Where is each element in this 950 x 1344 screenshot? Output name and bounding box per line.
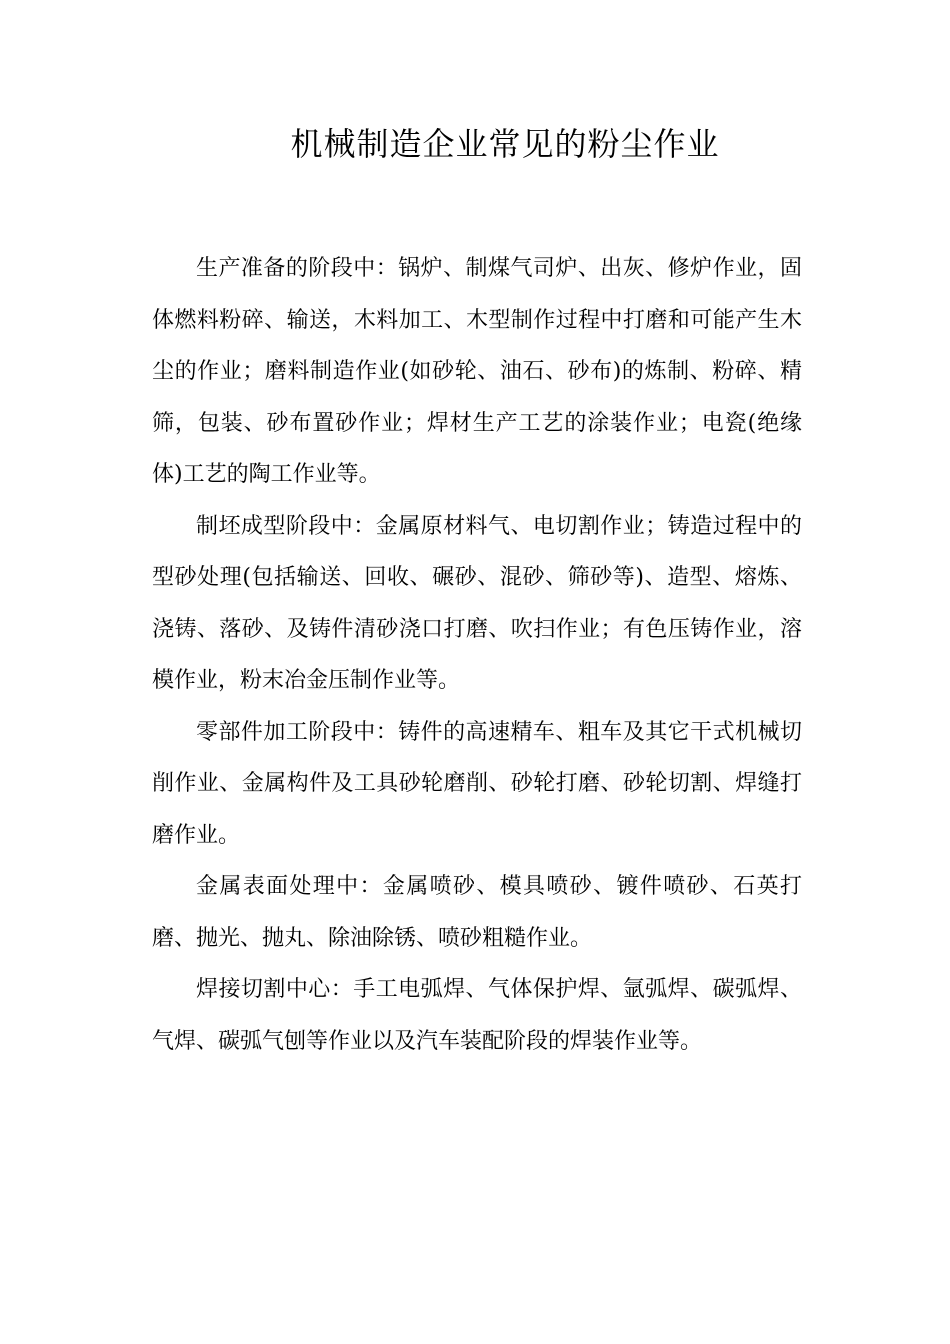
paragraph-production-preparation: 生产准备的阶段中：锅炉、制煤气司炉、出灰、修炉作业，固体燃料粉碎、输送，木料加工、木型制作过程中打磨和可能产生木尘的作业；磨料制造作业(如砂轮、油石、砂布)的炼制、粉碎、精筛，包装、砂布置砂作业；焊材生产工艺的涂装作业；电瓷(绝缘体)工艺的陶工作业等。 <box>152 256 802 487</box>
paragraph-surface-treatment: 金属表面处理中：金属喷砂、模具喷砂、镀件喷砂、石英打磨、抛光、抛丸、除油除锈、喷砂粗糙作业。 <box>152 874 802 951</box>
paragraph-welding-cutting: 焊接切割中心：手工电弧焊、气体保护焊、氩弧焊、碳弧焊、气焊、碳弧气刨等作业以及汽车装配阶段的焊装作业等。 <box>152 977 802 1054</box>
document-title: 机械制造企业常见的粉尘作业 <box>290 125 720 163</box>
paragraph-blank-forming: 制坯成型阶段中：金属原材料气、电切割作业；铸造过程中的型砂处理(包括输送、回收、碾砂、混砂、筛砂等)、造型、熔炼、浇铸、落砂、及铸件清砂浇口打磨、吹扫作业；有色压铸作业，溶模作业，粉末冶金压制作业等。 <box>152 513 802 693</box>
document-body <box>152 243 802 1067</box>
paragraph-parts-machining: 零部件加工阶段中：铸件的高速精车、粗车及其它干式机械切削作业、金属构件及工具砂轮磨削、砂轮打磨、砂轮切割、焊缝打磨作业。 <box>152 719 802 848</box>
